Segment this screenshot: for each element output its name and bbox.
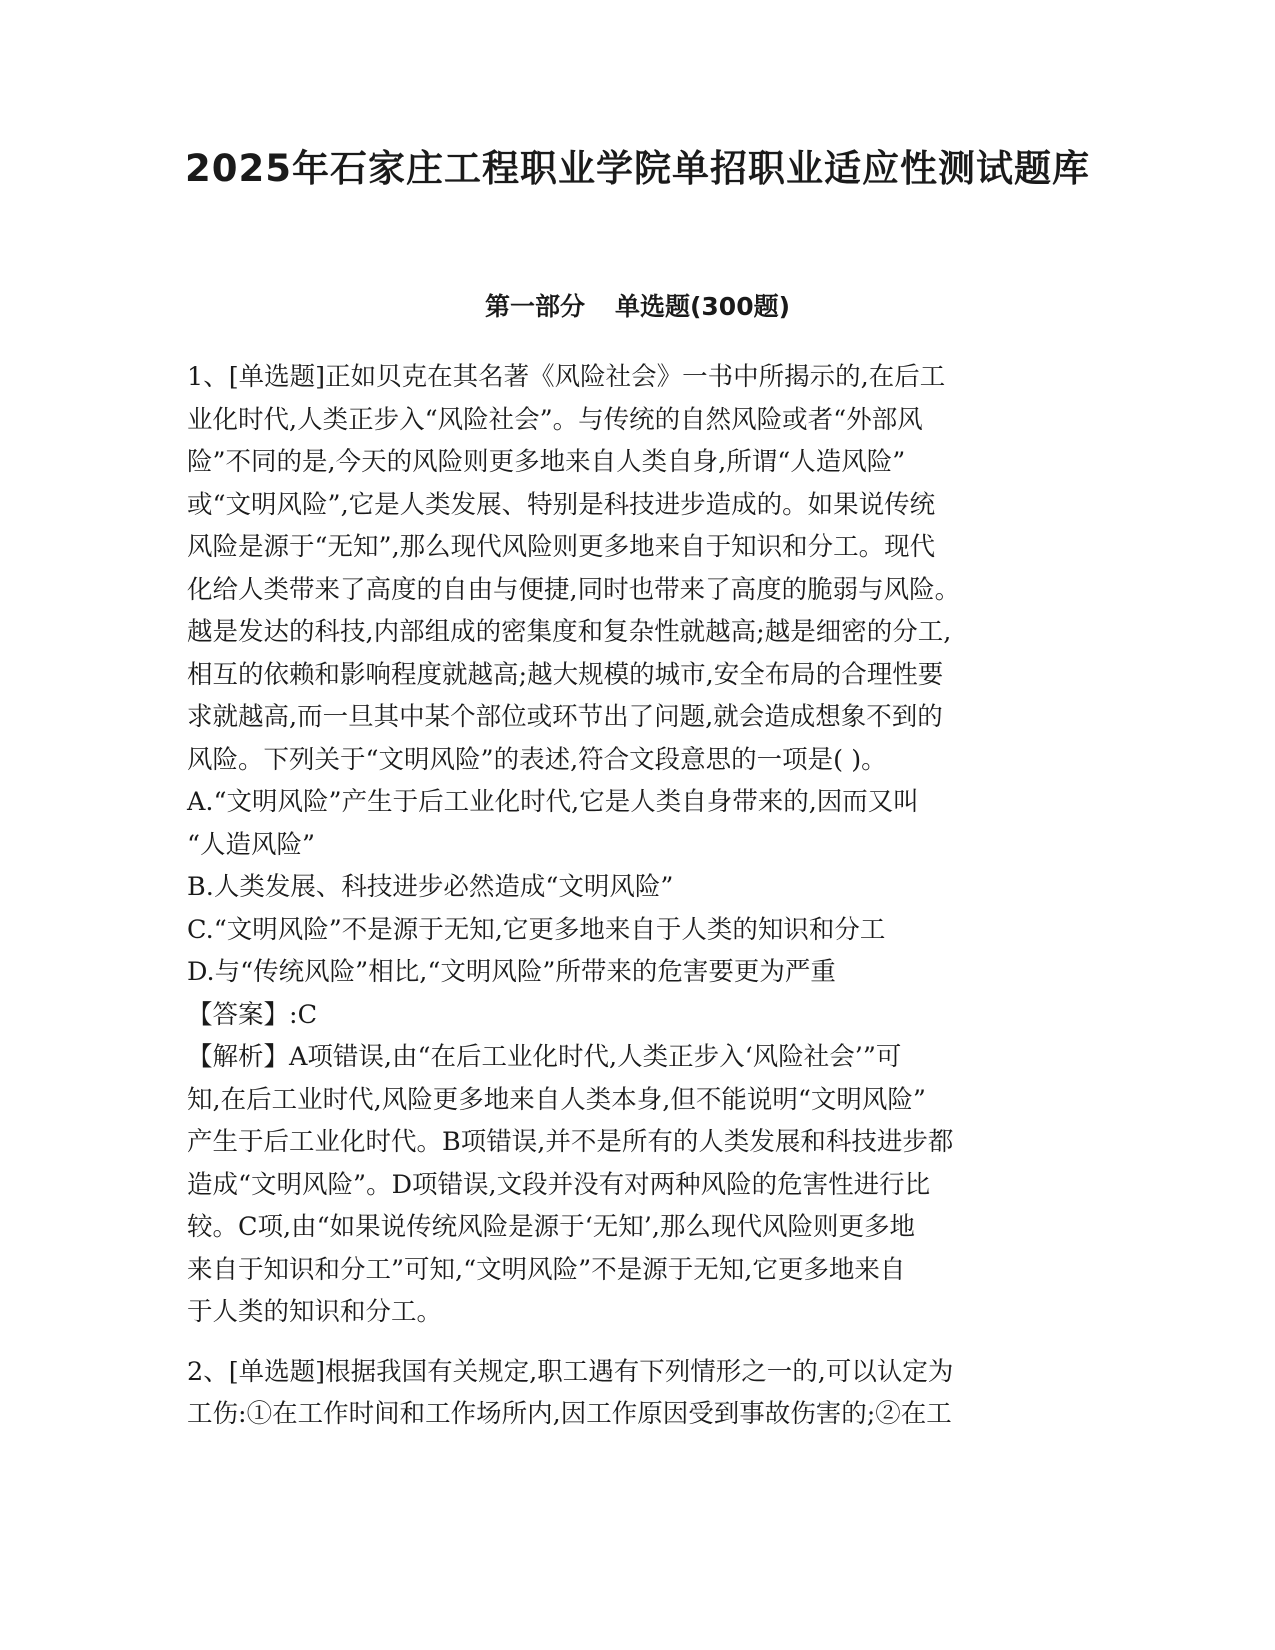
answer-options	[187, 781, 1077, 994]
option-a-continued: “人造风险”	[187, 829, 316, 860]
analysis-block	[187, 1036, 1077, 1334]
analysis-line: 造成“文明风险”。D项错误,文段并没有对两种风险的危害性进行比	[187, 1169, 931, 1200]
stem-line: 1、[单选题]正如贝克在其名著《风险社会》一书中所揭示的,在后工	[187, 362, 946, 392]
question-stem	[187, 356, 1077, 781]
option-d: D.与“传统风险”相比,“文明风险”所带来的危害要更为严重	[187, 957, 836, 987]
stem-line: 越是发达的科技,内部组成的密集度和复杂性就越高;越是细密的分工,	[187, 617, 952, 647]
stem-line: 相互的依赖和影响程度就越高;越大规模的城市,安全布局的合理性要	[187, 659, 944, 690]
answer-line: 【答案】:C	[187, 999, 318, 1030]
stem-line: 求就越高,而一旦其中某个部位或环节出了问题,就会造成想象不到的	[187, 702, 943, 732]
section-part-label: 第一部分	[484, 292, 585, 321]
stem-line: 风险是源于“无知”,那么现代风险则更多地来自于知识和分工。现代	[187, 532, 936, 562]
stem-line: 业化时代,人类正步入“风险社会”。与传统的自然风险或者“外部风	[187, 404, 923, 435]
analysis-line: 来自于知识和分工”可知,“文明风险”不是源于无知,它更多地来自	[187, 1254, 906, 1285]
stem-line: 风险。下列关于“文明风险”的表述,符合文段意思的一项是( )。	[187, 744, 887, 775]
stem-line: 工伤:①在工作时间和工作场所内,因工作原因受到事故伤害的;②在工	[187, 1399, 952, 1429]
stem-line: 2、[单选题]根据我国有关规定,职工遇有下列情形之一的,可以认定为	[187, 1356, 954, 1387]
question-list	[187, 356, 1077, 1436]
analysis-line: 产生于后工业化时代。B项错误,并不是所有的人类发展和科技进步都	[187, 1127, 954, 1157]
section-name-label: 单选题(300题)	[614, 292, 791, 321]
stem-line: 化给人类带来了高度的自由与便捷,同时也带来了高度的脆弱与风险。	[187, 574, 961, 605]
option-b: B.人类发展、科技进步必然造成“文明风险”	[187, 872, 674, 902]
stem-line: 或“文明风险”,它是人类发展、特别是科技进步造成的。如果说传统	[187, 489, 936, 520]
option-c: C.“文明风险”不是源于无知,它更多地来自于人类的知识和分工	[187, 914, 886, 945]
analysis-line: 【解析】A项错误,由“在后工业化时代,人类正步入‘风险社会’”可	[187, 1042, 902, 1072]
question-item-2	[187, 1351, 1077, 1436]
analysis-line: 较。C项,由“如果说传统风险是源于‘无知’,那么现代风险则更多地	[187, 1212, 915, 1242]
analysis-line: 于人类的知识和分工。	[187, 1297, 443, 1327]
stem-line: 险”不同的是,今天的风险则更多地来自人类自身,所谓“人造风险”	[187, 447, 906, 477]
section-heading	[0, 290, 1275, 324]
analysis-line: 知,在后工业时代,风险更多地来自人类本身,但不能说明“文明风险”	[187, 1084, 926, 1115]
document-title: 2025年石家庄工程职业学院单招职业适应性测试题库	[185, 147, 1090, 190]
option-a: A.“文明风险”产生于后工业化时代,它是人类自身带来的,因而又叫	[187, 787, 919, 817]
question-item-1	[187, 356, 1077, 1334]
